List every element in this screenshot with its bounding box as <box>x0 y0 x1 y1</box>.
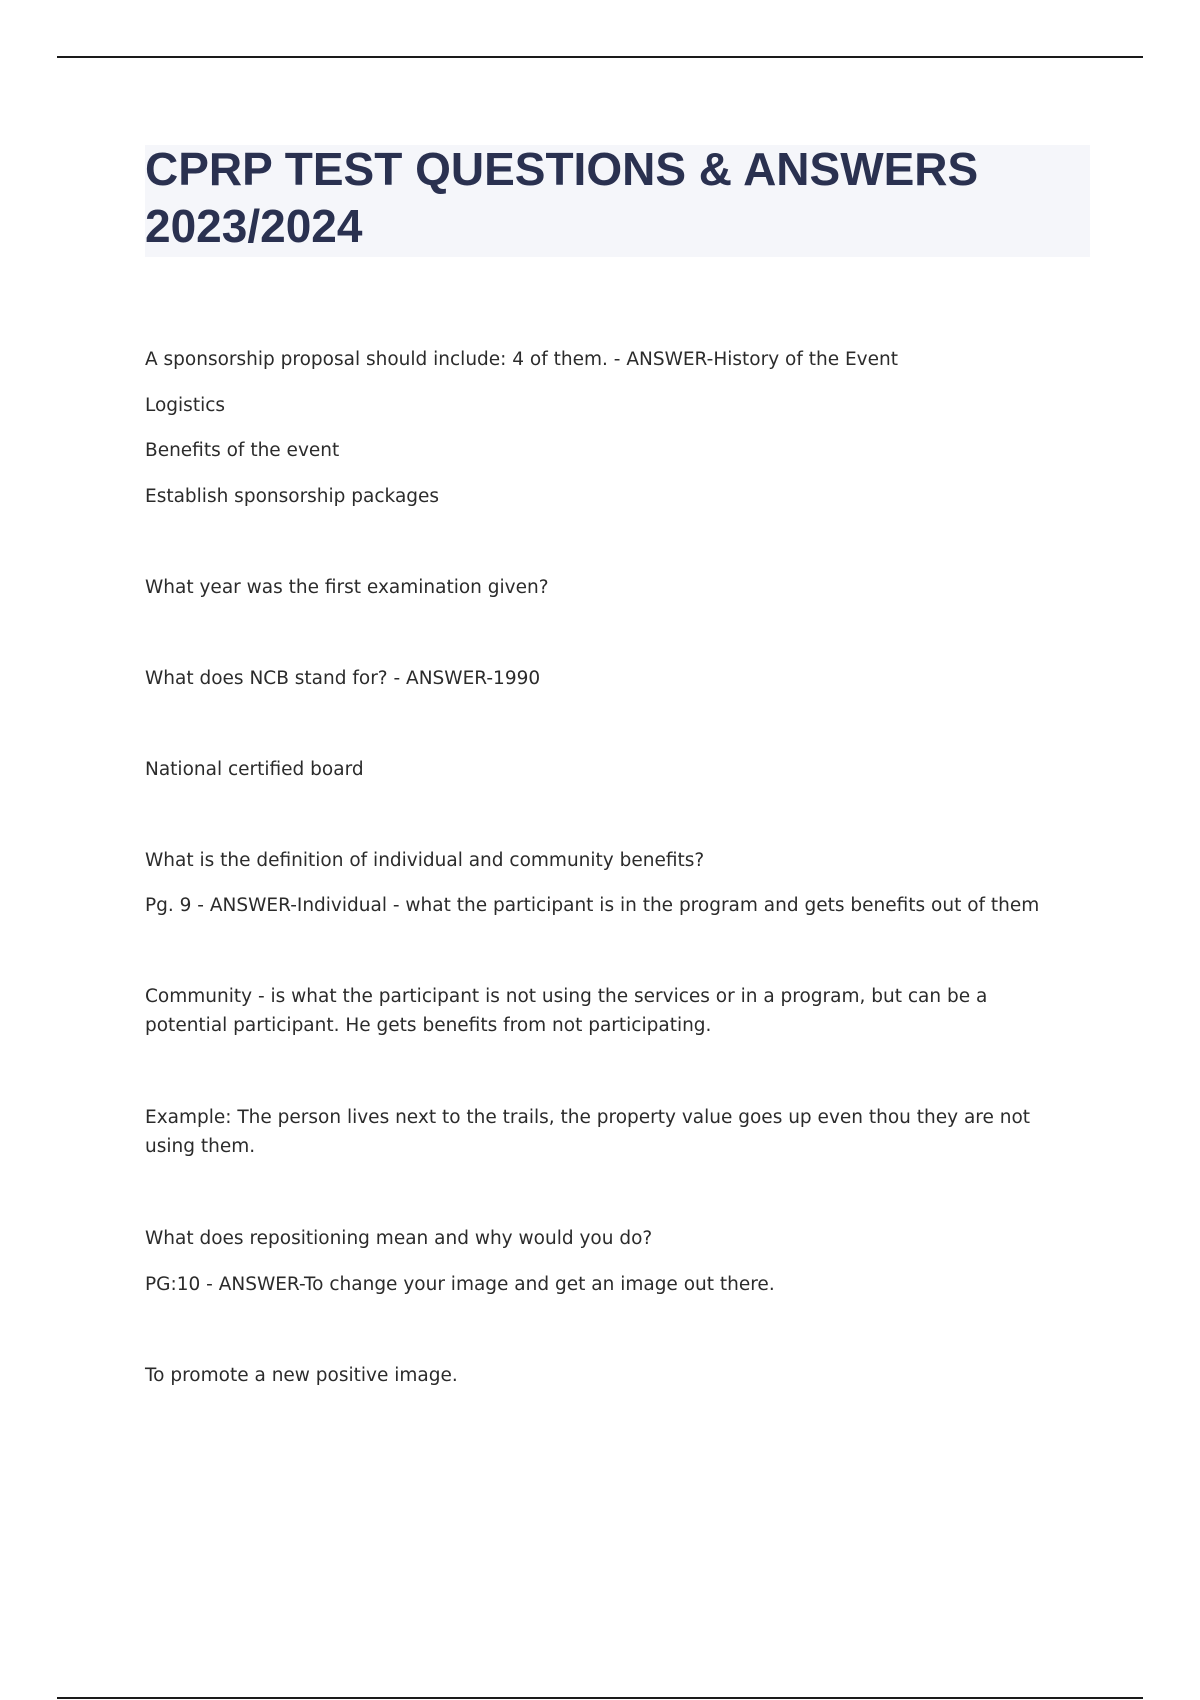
qa-line: Community - is what the participant is not using the services or in a program, but can be a potential participant. He gets benefits from not participating. <box>145 986 988 1036</box>
qa-line: What year was the first examination given? <box>145 577 549 598</box>
qa-line: Establish sponsorship packages <box>145 486 440 507</box>
qa-line: PG:10 - ANSWER-To change your image and get an image out there. <box>145 1274 775 1295</box>
title-line-1: CPRP TEST QUESTIONS & ANSWERS <box>145 143 979 195</box>
qa-line: Pg. 9 - ANSWER-Individual - what the participant is in the program and gets benefits out of them <box>145 895 1040 916</box>
qa-line: To promote a new positive image. <box>145 1365 458 1386</box>
qa-line: Logistics <box>145 395 226 416</box>
qa-line: What does repositioning mean and why would you do? <box>145 1228 653 1249</box>
page-title <box>145 141 1090 255</box>
qa-line: A sponsorship proposal should include: 4 of them. - ANSWER-History of the Event <box>145 349 898 370</box>
top-rule <box>57 56 1143 58</box>
bottom-rule <box>57 1697 1143 1699</box>
qa-line: What does NCB stand for? - ANSWER-1990 <box>145 668 541 689</box>
qa-line: Example: The person lives next to the trails, the property value goes up even thou they are not using them. <box>145 1107 1031 1157</box>
title-line-2: 2023/2024 <box>145 200 363 252</box>
qa-line: National certified board <box>145 759 364 780</box>
qa-line: What is the definition of individual and community benefits? <box>145 850 705 871</box>
qa-line: Benefits of the event <box>145 440 340 461</box>
